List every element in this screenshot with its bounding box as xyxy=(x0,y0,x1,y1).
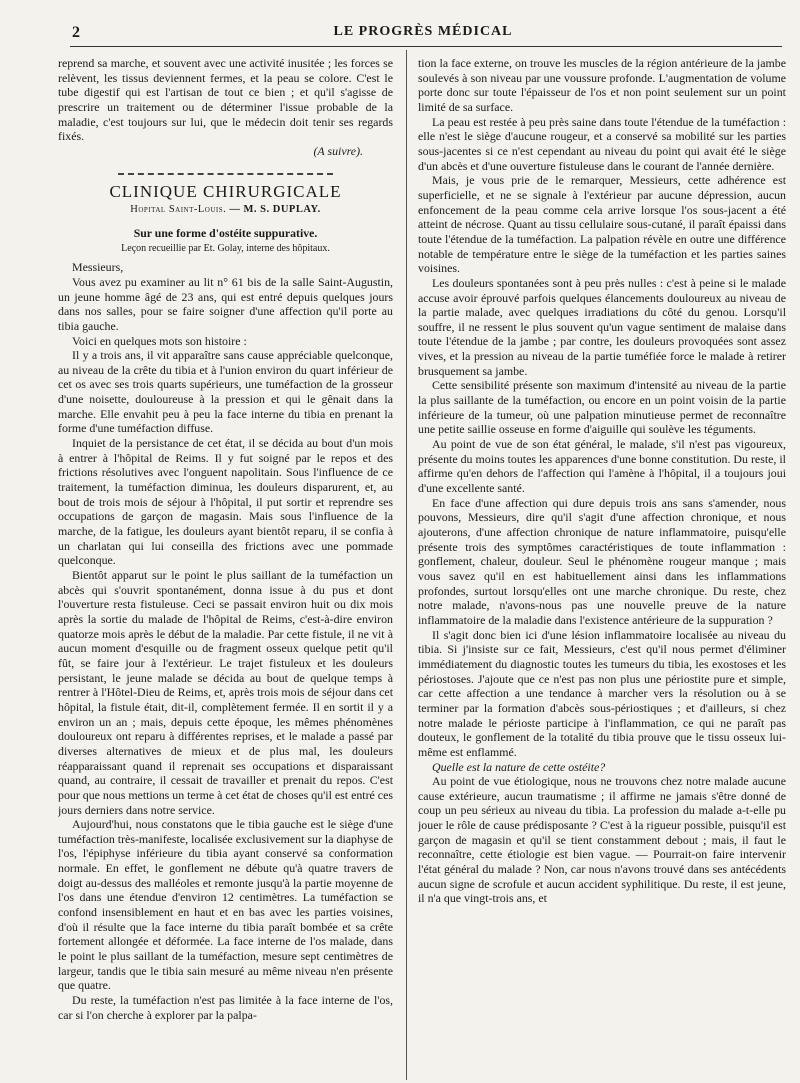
salutation: Messieurs, xyxy=(72,260,124,275)
body-paragraph: Les douleurs spontanées sont à peu près nulles : c'est à peine si le malade accuse avoir éprouvé parfois quelques élancements douloureux au niveau de la partie malade, avec quelques irradiations du côté du genou. Lorsqu'il souffre, il ne ressent le plus souvent qu'un vague sentiment de malaise dans toute l'étendue de la jambe ; par contre, les douleurs provoquées sont assez vives, et la pression au niveau de la partie tuméfiée force le malade à retirer brusquement sa jambe. xyxy=(418,275,786,378)
section-question: Quelle est la nature de cette ostéite? xyxy=(432,759,606,774)
intro-paragraph: reprend sa marche, et souvent avec une activité inusitée ; les forces se relèvent, les tissus deviennent fermes, et la peau se colore. C'est le tube digestif qui est l'artisan de tout ce bien ; et qu'il s'agisse de prescrire un traitement ou de déterminer l'issue probable de la maladie, c'est toujours sur lui, que le médecin doit tenir ses regards fixés. xyxy=(58,56,393,144)
body-paragraph: Il y a trois ans, il vit apparaître sans cause appréciable quelconque, au niveau de la crête du tibia et à l'union environ du quart inférieur de cet os avec ses trois quarts supérieurs, une tuméfaction de la grosseur d'une noisette, douloureuse à la pression et qui le gênait dans la marche. Elle envahit peu à peu la face interne du tibia en prenant la forme d'une tuméfaction diffuse. xyxy=(58,348,393,436)
body-paragraph: Bientôt apparut sur le point le plus saillant de la tuméfaction un abcès qui s'ouvrit spontanément, donna issue à du pus et dont l'ouverture resta fistuleuse. Ceci se passait environ huit ou dix mois après la sortie du malade de l'hôpital de Reims, c'est-à-dire environ quatorze mois après le début de la maladie. Par cette fistule, il ne vit à aucun moment d'esquille ou de fragment osseux quelque petit qu'il fût, se faire jour à l'extérieur. Le trajet fistuleux et les douleurs persistant, le jeune malade se décida au bout de quelque temps à rentrer à l'Hôtel-Dieu de Reims, et, après trois mois de séjour dans cet hôpital, la fistule était, dit-il, complètement fermée. Il en sortit il y a environ un an ; mais, depuis cette époque, les mêmes phénomènes douloureux ont reparu à différentes reprises, et le malade a passé par diverses alternatives de mieux et de plus mal, les douleurs réapparaissant quand il reprenait ses occupations et disparaissant quand, au contraire, il cessait de travailler et prenait du repos. C'est pour que nous mettions un terme à cet état de choses qu'il est entré ces jours derniers dans notre service. xyxy=(58,568,393,817)
a-suivre: (A suivre). xyxy=(313,143,363,158)
right-column xyxy=(418,56,786,1076)
body-paragraph: Il s'agit donc bien ici d'une lésion inflammatoire localisée au niveau du tibia. Si j'insiste sur ce fait, Messieurs, c'est qu'il nous permet d'éliminer immédiatement du diagnostic toutes les tumeurs du tibia, les exostoses et les périostoses. J'ajoute que ce n'est pas non plus une périostite pure et simple, car cette affection a une tendance à marcher vers la résolution ou à se terminer par la formation d'abcès sous-périostiques ; et d'ailleurs, si chez notre malade le périoste participe à l'inflammation, ce qui ne paraît pas douteux, le gonflement de la totalité du tibia prouve que le tissu osseux lui-même est enflammé. xyxy=(418,627,786,759)
section-ornament-rule xyxy=(118,167,333,181)
body-paragraph: Cette sensibilité présente son maximum d'intensité au niveau de la partie la plus saillante de la tuméfaction, ou encore en un point voisin de la partie inférieure de la tumeur, où une palpation minutieuse permet de reconnaître une petite saillie osseuse en forme d'aiguille qui soulève les téguments. xyxy=(418,378,786,437)
body-paragraph: Aujourd'hui, nous constatons que le tibia gauche est le siège d'une tuméfaction très-manifeste, localisée exclusivement sur la diaphyse de l'os, l'épiphyse inférieure du tibia ayant conservé sa conformation normale. En effet, le gonflement ne débute qu'à quatre travers de doigt au-dessus des malléoles et remonte jusqu'à la partie moyenne de l'os dans une étendue d'environ 12 centimètres. La tuméfaction se confond insensiblement en haut et en bas avec les parties voisines, d'où il résulte que la face interne du tibia paraît bombée et sa crête fortement allongée et déformée. La face interne de l'os malade, dans le point le plus saillant de la tuméfaction, mesure sept centimètres de largeur, tandis que le tibia sain mesuré au même niveau n'en présente que quatre. xyxy=(58,817,393,993)
section-subtitle xyxy=(58,203,393,218)
body-paragraph: Du reste, la tuméfaction n'est pas limitée à la face interne de l'os, car si l'on cherche à explorer par la palpa- xyxy=(58,993,393,1022)
body-paragraph: tion la face externe, on trouve les muscles de la région antérieure de la jambe soulevés à son niveau par une voussure profonde. L'augmentation de volume porte donc sur toute l'épaisseur de l'os et non point seulement sur un point limité de sa surface. xyxy=(418,56,786,114)
article-title: Sur une forme d'ostéite suppurative. xyxy=(133,225,318,240)
body-paragraph: Inquiet de la persistance de cet état, il se décida au bout d'un mois à entrer à l'hôpital de Reims. Il y fut soigné par le repos et des frictions résolutives avec l'onguent napolitain. Sous l'influence de ce traitement, la tuméfaction diminua, les douleurs disparurent, et, au bout de trois mois de séjour à l'hôpital, il put sortir et reprendre ses occupations de garçon de magasin. Mais sous l'influence de la marche, de la fatigue, les douleurs ayant bientôt reparu, il se confia à un charlatan qui lui conseilla des frictions avec une pommade quelconque. xyxy=(58,436,393,568)
left-column xyxy=(58,56,393,1076)
body-paragraph: Au point de vue étiologique, nous ne trouvons chez notre malade aucune cause extérieure, aucun traumatisme ; il affirme ne jamais s'être donné de coup un peu sérieux au niveau du tibia. La profession du malade a-t-elle pu jouer le rôle de cause prédisposante ? C'est à la rigueur possible, puisqu'il est garçon de magasin et qu'il se tient constamment debout ; mais, il faut le reconnaître, cette étiologie est bien vague. — Pourrait-on faire intervenir l'état général du malade ? Non, car nous n'avons trouvé dans ses antécédents aucun signe de scrofule et aucun accident syphilitique. Du reste, il est jeune, il n'a que vingt-trois ans, et xyxy=(418,774,786,906)
body-paragraph: Mais, je vous prie de le remarquer, Messieurs, cette adhérence est superficielle, et ne se signale à l'extérieur par aucune dépression, aucun enfoncement de la peau comme cela arrive lorsque l'os sous-jacent a été atteint de nécrose. Quant au tissu cellulaire sous-cutané, il paraît épaissi dans toute l'étendue de la tuméfaction. La palpation révèle en outre une différence notable de température entre le siège de la tuméfaction et les parties saines voisines. xyxy=(418,173,786,276)
body-paragraph: Voici en quelques mots son histoire : xyxy=(72,333,247,348)
body-paragraph: En face d'une affection qui dure depuis trois ans sans s'amender, nous pouvons, Messieurs, dire qu'il s'agit d'une affection chronique, et nous ajouterons, d'une affection chronique de nature inflammatoire, puisqu'elle présente trois des symptômes caractéristiques de toute inflammation : gonflement, chaleur, douleur. Seul le phénomène rougeur manque ; mais vous savez qu'il en est habituellement ainsi dans les inflammations profondes, surtout lorsqu'elles ont une marche chronique. Du reste, chez notre malade, n'avons-nous pas une nouvelle preuve de la nature inflammatoire de la maladie dans l'existence antérieure de la suppuration ? xyxy=(418,495,786,627)
running-head: LE PROGRÈS MÉDICAL xyxy=(333,24,513,39)
section-hospital: Hopital Saint-Louis. xyxy=(130,204,227,216)
page-header xyxy=(64,22,782,44)
body-paragraph: Vous avez pu examiner au lit n° 61 bis de la salle Saint-Augustin, un jeune homme âgé de 23 ans, qui est entré depuis quelques jours dans nos salles, pour se faire soigner d'une affection qu'il porte au tibia gauche. xyxy=(58,274,393,333)
column-divider xyxy=(406,50,407,1080)
body-paragraph: Au point de vue de son état général, le malade, s'il n'est pas vigoureux, présente du moins toutes les apparences d'une bonne constitution. Du reste, il affirme qu'en dehors de l'affection qui l'amène à l'hôpital, il a toujours joui d'une excellente santé. xyxy=(418,437,786,496)
section-title: CLINIQUE CHIRURGICALE xyxy=(109,181,342,201)
header-rule xyxy=(70,46,782,47)
section-author: — M. S. DUPLAY. xyxy=(229,204,321,216)
page-number: 2 xyxy=(72,24,80,41)
article-byline: Leçon recueillie par Et. Golay, interne des hôpitaux. xyxy=(121,242,330,254)
body-paragraph: La peau est restée à peu près saine dans toute l'étendue de la tuméfaction : elle n'est le siège d'aucune rougeur, et a conservé sa mobilité sur les parties sous-jacentes si ce n'est cependant au niveau du point qui avait été le siège d'un abcès et d'une ouverture fistuleuse dans le courant de l'année dernière. xyxy=(418,114,786,173)
